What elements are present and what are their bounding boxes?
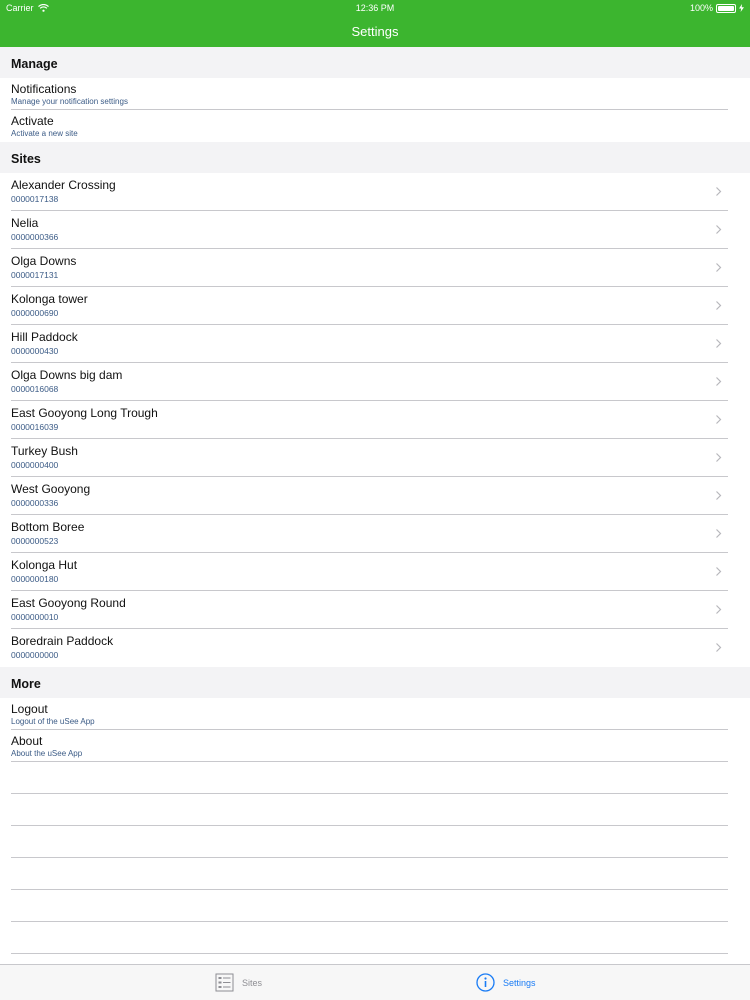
battery-percent: 100%: [689, 3, 713, 13]
tab-settings[interactable]: [476, 973, 536, 992]
chevron-right-icon: [713, 604, 724, 615]
separator: [11, 953, 728, 954]
site-name: Kolonga Hut: [11, 558, 78, 572]
section-header-sites: Sites: [0, 142, 750, 173]
chevron-right-icon: [713, 528, 724, 539]
site-name: West Gooyong: [11, 482, 91, 496]
chevron-right-icon: [713, 414, 724, 425]
chevron-right-icon: [713, 338, 724, 349]
section-header-manage: Manage: [0, 47, 750, 78]
site-id: 0000000430: [11, 346, 59, 356]
site-id: 0000000366: [11, 232, 59, 242]
charging-icon: [739, 4, 744, 12]
tab-label: Sites: [242, 977, 263, 988]
chevron-right-icon: [713, 376, 724, 387]
site-row[interactable]: [0, 401, 750, 439]
site-row[interactable]: [0, 211, 750, 249]
site-id: 0000017138: [11, 194, 59, 204]
site-row[interactable]: [0, 287, 750, 325]
row-subtitle: Manage your notification settings: [11, 97, 128, 106]
chevron-right-icon: [713, 224, 724, 235]
site-row[interactable]: [0, 325, 750, 363]
site-id: 0000016068: [11, 384, 59, 394]
info-icon: [476, 973, 495, 992]
chevron-right-icon: [713, 490, 724, 501]
row-title: About: [11, 734, 43, 748]
site-name: Kolonga tower: [11, 292, 88, 306]
site-name: Alexander Crossing: [11, 178, 116, 192]
site-name: Boredrain Paddock: [11, 634, 114, 648]
site-id: 0000000400: [11, 460, 59, 470]
page-title: Settings: [351, 24, 399, 39]
status-bar: [0, 0, 750, 16]
site-row[interactable]: [0, 515, 750, 553]
site-row[interactable]: [0, 363, 750, 401]
row-subtitle: About the uSee App: [11, 749, 83, 758]
site-row[interactable]: [0, 629, 750, 667]
empty-row: [0, 922, 750, 954]
site-name: Turkey Bush: [11, 444, 78, 458]
activate-row[interactable]: [0, 110, 750, 142]
site-row[interactable]: [0, 477, 750, 515]
carrier-label: Carrier: [6, 3, 34, 13]
site-name: East Gooyong Long Trough: [11, 406, 158, 420]
site-id: 0000017131: [11, 270, 59, 280]
settings-list: [0, 47, 750, 954]
chevron-right-icon: [713, 262, 724, 273]
site-name: East Gooyong Round: [11, 596, 126, 610]
site-row[interactable]: [0, 553, 750, 591]
chevron-right-icon: [713, 186, 724, 197]
about-row[interactable]: [0, 730, 750, 762]
site-row[interactable]: [0, 249, 750, 287]
site-id: 0000000690: [11, 308, 59, 318]
site-id: 0000000336: [11, 498, 59, 508]
clock: 12:36 PM: [355, 3, 395, 13]
tab-label: Settings: [503, 977, 536, 988]
section-header-more: More: [0, 667, 750, 698]
site-id: 0000000523: [11, 536, 59, 546]
site-list: [0, 173, 750, 667]
row-subtitle: Activate a new site: [11, 129, 78, 138]
battery-icon: [716, 4, 736, 13]
tab-sites[interactable]: [215, 973, 262, 992]
tab-bar: [0, 964, 750, 1000]
empty-row: [0, 858, 750, 890]
battery-status: [690, 3, 744, 13]
row-title: Activate: [11, 114, 54, 128]
site-id: 0000016039: [11, 422, 59, 432]
row-subtitle: Logout of the uSee App: [11, 717, 95, 726]
site-row[interactable]: [0, 439, 750, 477]
empty-row: [0, 762, 750, 794]
site-id: 0000000010: [11, 612, 59, 622]
row-title: Logout: [11, 702, 48, 716]
navigation-bar: [0, 16, 750, 47]
empty-row: [0, 826, 750, 858]
notifications-row[interactable]: [0, 78, 750, 110]
site-id: 0000000180: [11, 574, 59, 584]
chevron-right-icon: [713, 300, 724, 311]
empty-row: [0, 890, 750, 922]
empty-row: [0, 794, 750, 826]
logout-row[interactable]: [0, 698, 750, 730]
site-row[interactable]: [0, 173, 750, 211]
chevron-right-icon: [713, 566, 724, 577]
site-name: Hill Paddock: [11, 330, 78, 344]
site-name: Nelia: [11, 216, 39, 230]
row-title: Notifications: [11, 82, 77, 96]
site-name: Bottom Boree: [11, 520, 85, 534]
chevron-right-icon: [713, 452, 724, 463]
site-name: Olga Downs: [11, 254, 77, 268]
chevron-right-icon: [713, 642, 724, 653]
site-name: Olga Downs big dam: [11, 368, 123, 382]
list-icon: [215, 973, 234, 992]
site-row[interactable]: [0, 591, 750, 629]
site-id: 0000000000: [11, 650, 59, 660]
